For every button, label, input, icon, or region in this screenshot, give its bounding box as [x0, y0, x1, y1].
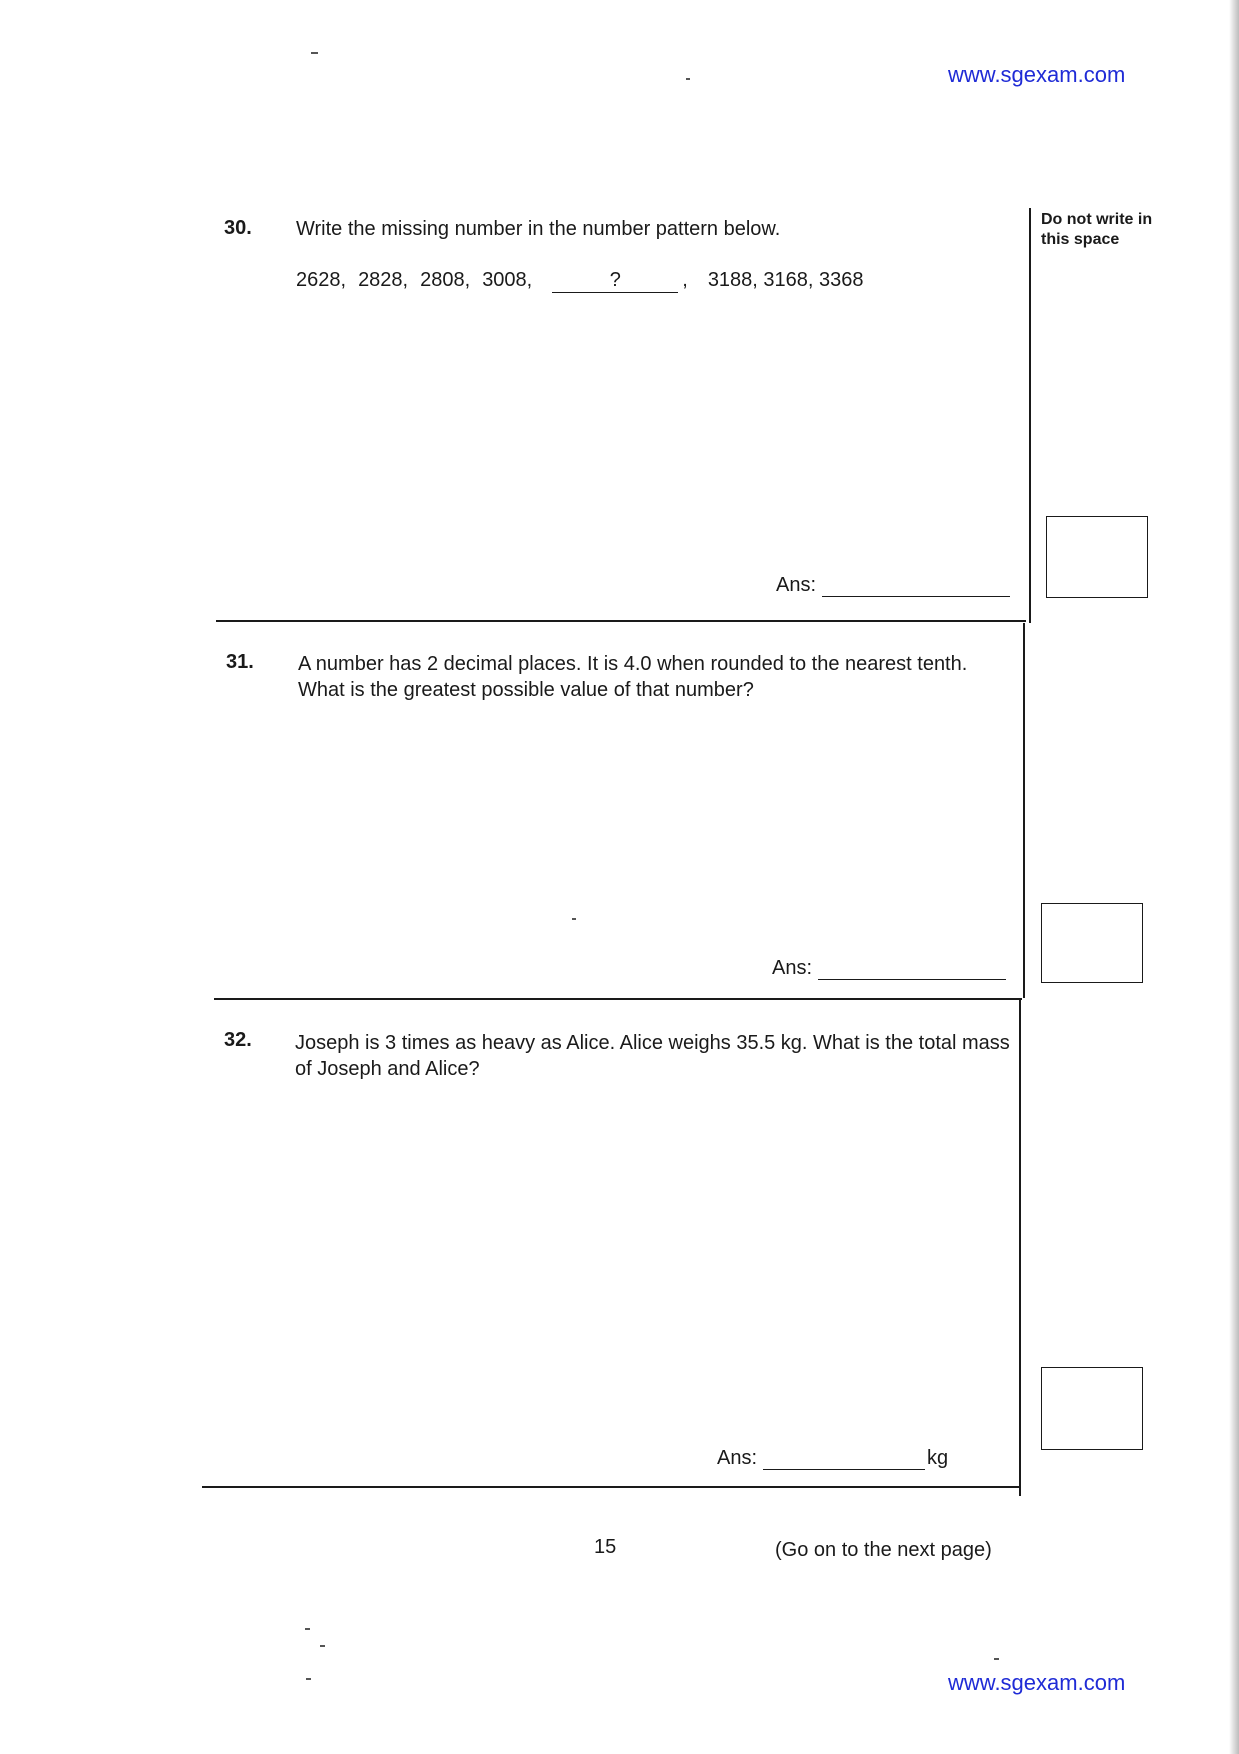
margin-divider: [1019, 998, 1021, 1496]
question-number: 31.: [226, 651, 254, 673]
pattern-term: 2808,: [420, 269, 471, 291]
pattern-term: 2628,: [296, 269, 347, 291]
question-number: 30.: [224, 217, 252, 239]
missing-term-blank: ?: [552, 269, 678, 293]
page-number: 15: [594, 1536, 617, 1558]
scan-speck: [306, 1678, 311, 1680]
question-text: Write the missing number in the number pattern below.: [296, 218, 781, 240]
pattern-term: 3008,: [482, 269, 533, 291]
watermark-top: www.sgexam.com: [948, 62, 1126, 87]
answer-label: Ans:: [776, 574, 817, 596]
score-box-q31: [1041, 903, 1143, 983]
scan-speck: [311, 52, 318, 54]
scan-speck: [994, 1658, 999, 1660]
answer-line-q30: [776, 574, 1010, 597]
question-divider: [216, 620, 1026, 622]
pattern-tail: 3188, 3168, 3368: [707, 269, 864, 291]
pattern-term: 2828,: [358, 269, 409, 291]
score-box-q32: [1041, 1367, 1143, 1450]
question-text: A number has 2 decimal places. It is 4.0 when rounded to the nearest tenth. What is the greatest possible value of that number?: [298, 653, 968, 701]
pattern-comma: ,: [682, 269, 688, 291]
answer-unit: kg: [927, 1447, 949, 1469]
question-divider: [202, 1486, 1020, 1488]
answer-label: Ans:: [772, 957, 813, 979]
answer-blank[interactable]: [818, 959, 1006, 980]
answer-blank[interactable]: [822, 576, 1010, 597]
question-text: Joseph is 3 times as heavy as Alice. Alice weighs 35.5 kg. What is the total mass of Joseph and Alice?: [295, 1032, 1010, 1080]
next-page-instruction: (Go on to the next page): [775, 1539, 992, 1561]
margin-divider: [1023, 623, 1025, 998]
answer-label: Ans:: [717, 1447, 758, 1469]
answer-line-q31: [772, 957, 1006, 980]
scan-speck: [686, 78, 690, 80]
page-edge-shadow: [1229, 0, 1239, 1754]
number-pattern: [296, 269, 864, 293]
score-box-q30: [1046, 516, 1148, 598]
answer-line-q32: [717, 1447, 948, 1470]
margin-note: Do not write in this space: [1041, 211, 1153, 248]
question-divider: [214, 998, 1022, 1000]
scan-speck: [572, 918, 576, 920]
question-number: 32.: [224, 1029, 252, 1051]
scan-speck: [320, 1645, 325, 1647]
watermark-bottom: www.sgexam.com: [948, 1670, 1126, 1695]
scan-speck: [305, 1628, 310, 1630]
answer-blank[interactable]: [763, 1449, 925, 1470]
margin-divider: [1029, 208, 1031, 623]
